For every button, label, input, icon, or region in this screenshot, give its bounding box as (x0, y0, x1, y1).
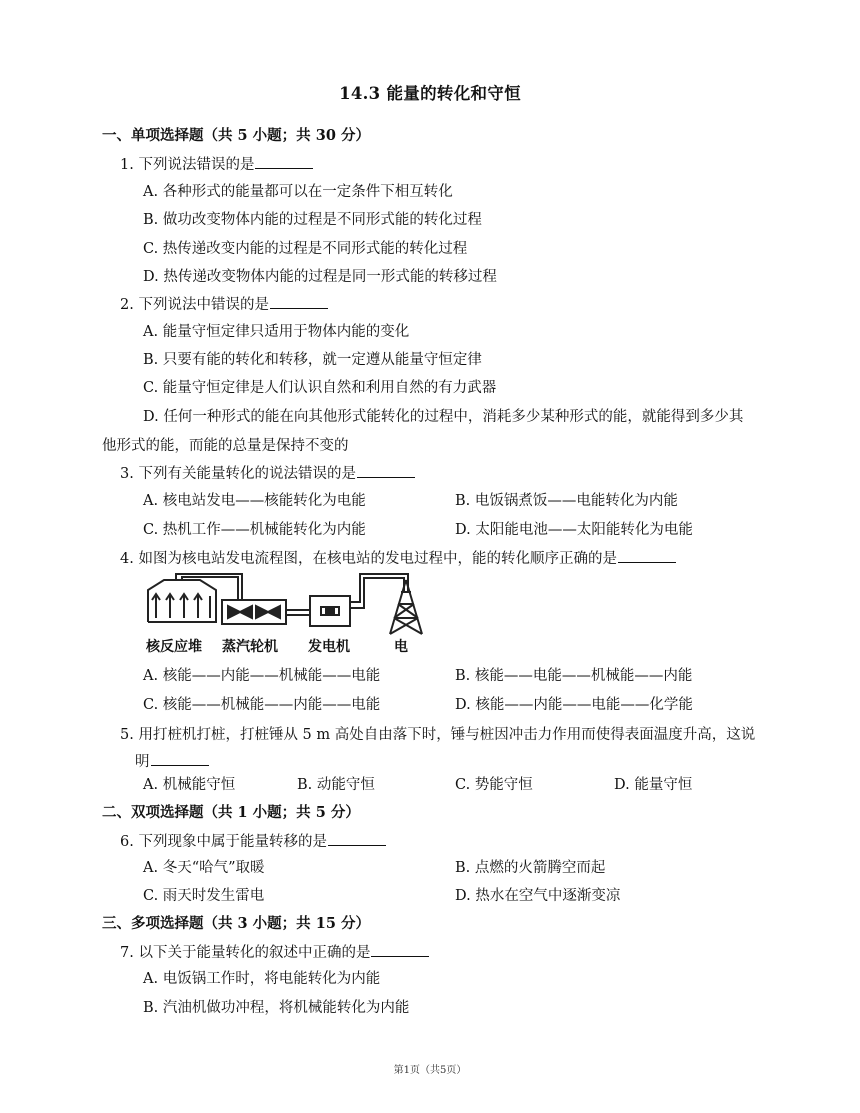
question-7-stem: 7. 以下关于能量转化的叙述中正确的是 (120, 941, 429, 962)
question-5-option-c[interactable]: C. 势能守恒 (455, 777, 533, 793)
reactor-icon (148, 580, 216, 622)
question-4-option-c[interactable]: C. 核能——机械能——内能——电能 (143, 697, 381, 713)
question-1-option-c[interactable]: C. 热传递改变内能的过程是不同形式能的转化过程 (143, 241, 468, 257)
question-6-option-b[interactable]: B. 点燃的火箭腾空而起 (455, 860, 606, 876)
page-footer: 第1页（共5页） (393, 1065, 467, 1076)
section-heading-double-choice: 二、双项选择题（共 1 小题；共 5 分） (102, 804, 360, 821)
question-4-option-a[interactable]: A. 核能——内能——机械能——电能 (143, 668, 381, 684)
question-6-option-a[interactable]: A. 冬天“哈气”取暖 (143, 860, 265, 876)
answer-blank[interactable] (151, 753, 209, 766)
question-3-option-d[interactable]: D. 太阳能电池——太阳能转化为电能 (455, 522, 693, 538)
question-3-option-c[interactable]: C. 热机工作——机械能转化为内能 (143, 522, 366, 538)
section-heading-multiple-choice: 三、多项选择题（共 3 小题；共 15 分） (102, 915, 370, 932)
question-2-option-d-line2: 他形式的能，而能的总量是保持不变的 (102, 438, 349, 454)
figure-label-reactor: 核反应堆 (146, 639, 202, 655)
question-4-option-d[interactable]: D. 核能——内能——电能——化学能 (455, 697, 693, 713)
answer-blank[interactable] (357, 465, 415, 478)
question-2-stem: 2. 下列说法中错误的是 (120, 293, 328, 314)
question-3-option-b[interactable]: B. 电饭锅煮饭——电能转化为内能 (455, 493, 678, 509)
question-5-option-d[interactable]: D. 能量守恒 (614, 777, 693, 793)
figure-label-generator: 发电机 (308, 639, 350, 655)
question-2-option-c[interactable]: C. 能量守恒定律是人们认识自然和利用自然的有力武器 (143, 380, 497, 396)
question-1-option-a[interactable]: A. 各种形式的能量都可以在一定条件下相互转化 (143, 184, 453, 200)
question-5-option-a[interactable]: A. 机械能守恒 (143, 777, 236, 793)
question-7-option-b[interactable]: B. 汽油机做功冲程，将机械能转化为内能 (143, 1000, 410, 1016)
question-5-option-b[interactable]: B. 动能守恒 (297, 777, 375, 793)
answer-blank[interactable] (618, 550, 676, 563)
question-2-option-a[interactable]: A. 能量守恒定律只适用于物体内能的变化 (143, 324, 410, 340)
turbine-icon (222, 600, 286, 624)
question-6-stem: 6. 下列现象中属于能量转移的是 (120, 830, 386, 851)
question-1-stem: 1. 下列说法错误的是 (120, 153, 313, 174)
figure-label-electricity: 电 (394, 639, 408, 655)
turbine-shaft (286, 610, 310, 615)
question-6-option-d[interactable]: D. 热水在空气中逐渐变凉 (455, 888, 621, 904)
figure-label-turbine: 蒸汽轮机 (222, 639, 278, 655)
question-6-option-c[interactable]: C. 雨天时发生雷电 (143, 888, 265, 904)
answer-blank[interactable] (270, 296, 328, 309)
generator-icon (310, 596, 350, 626)
answer-blank[interactable] (371, 944, 429, 957)
page-title: 14.3 能量的转化和守恒 (339, 84, 521, 103)
answer-blank[interactable] (255, 156, 313, 169)
question-3-option-a[interactable]: A. 核电站发电——核能转化为电能 (143, 493, 366, 509)
question-2-option-b[interactable]: B. 只要有能的转化和转移，就一定遵从能量守恒定律 (143, 352, 482, 368)
answer-blank[interactable] (328, 833, 386, 846)
question-1-option-b[interactable]: B. 做功改变物体内能的过程是不同形式能的转化过程 (143, 212, 482, 228)
question-4-option-b[interactable]: B. 核能——电能——机械能——内能 (455, 668, 693, 684)
question-5-stem-line2: 明 (135, 750, 209, 771)
question-3-stem: 3. 下列有关能量转化的说法错误的是 (120, 462, 415, 483)
question-4-stem: 4. 如图为核电站发电流程图，在核电站的发电过程中，能的转化顺序正确的是 (120, 547, 676, 568)
question-7-option-a[interactable]: A. 电饭锅工作时，将电能转化为内能 (143, 971, 381, 987)
question-2-option-d-line1[interactable]: D. 任何一种形式的能在向其他形式能转化的过程中，消耗多少某种形式的能，就能得到多少其 (143, 409, 744, 425)
question-5-stem-line1: 5. 用打桩机打桩，打桩锤从 5 m 高处自由落下时，锤与桩因冲击力作用而使得表面温度升高，这说 (120, 727, 756, 743)
question-1-option-d[interactable]: D. 热传递改变物体内能的过程是同一形式能的转移过程 (143, 269, 497, 285)
tower-icon (390, 580, 422, 634)
section-heading-single-choice: 一、单项选择题（共 5 小题；共 30 分） (102, 127, 370, 144)
